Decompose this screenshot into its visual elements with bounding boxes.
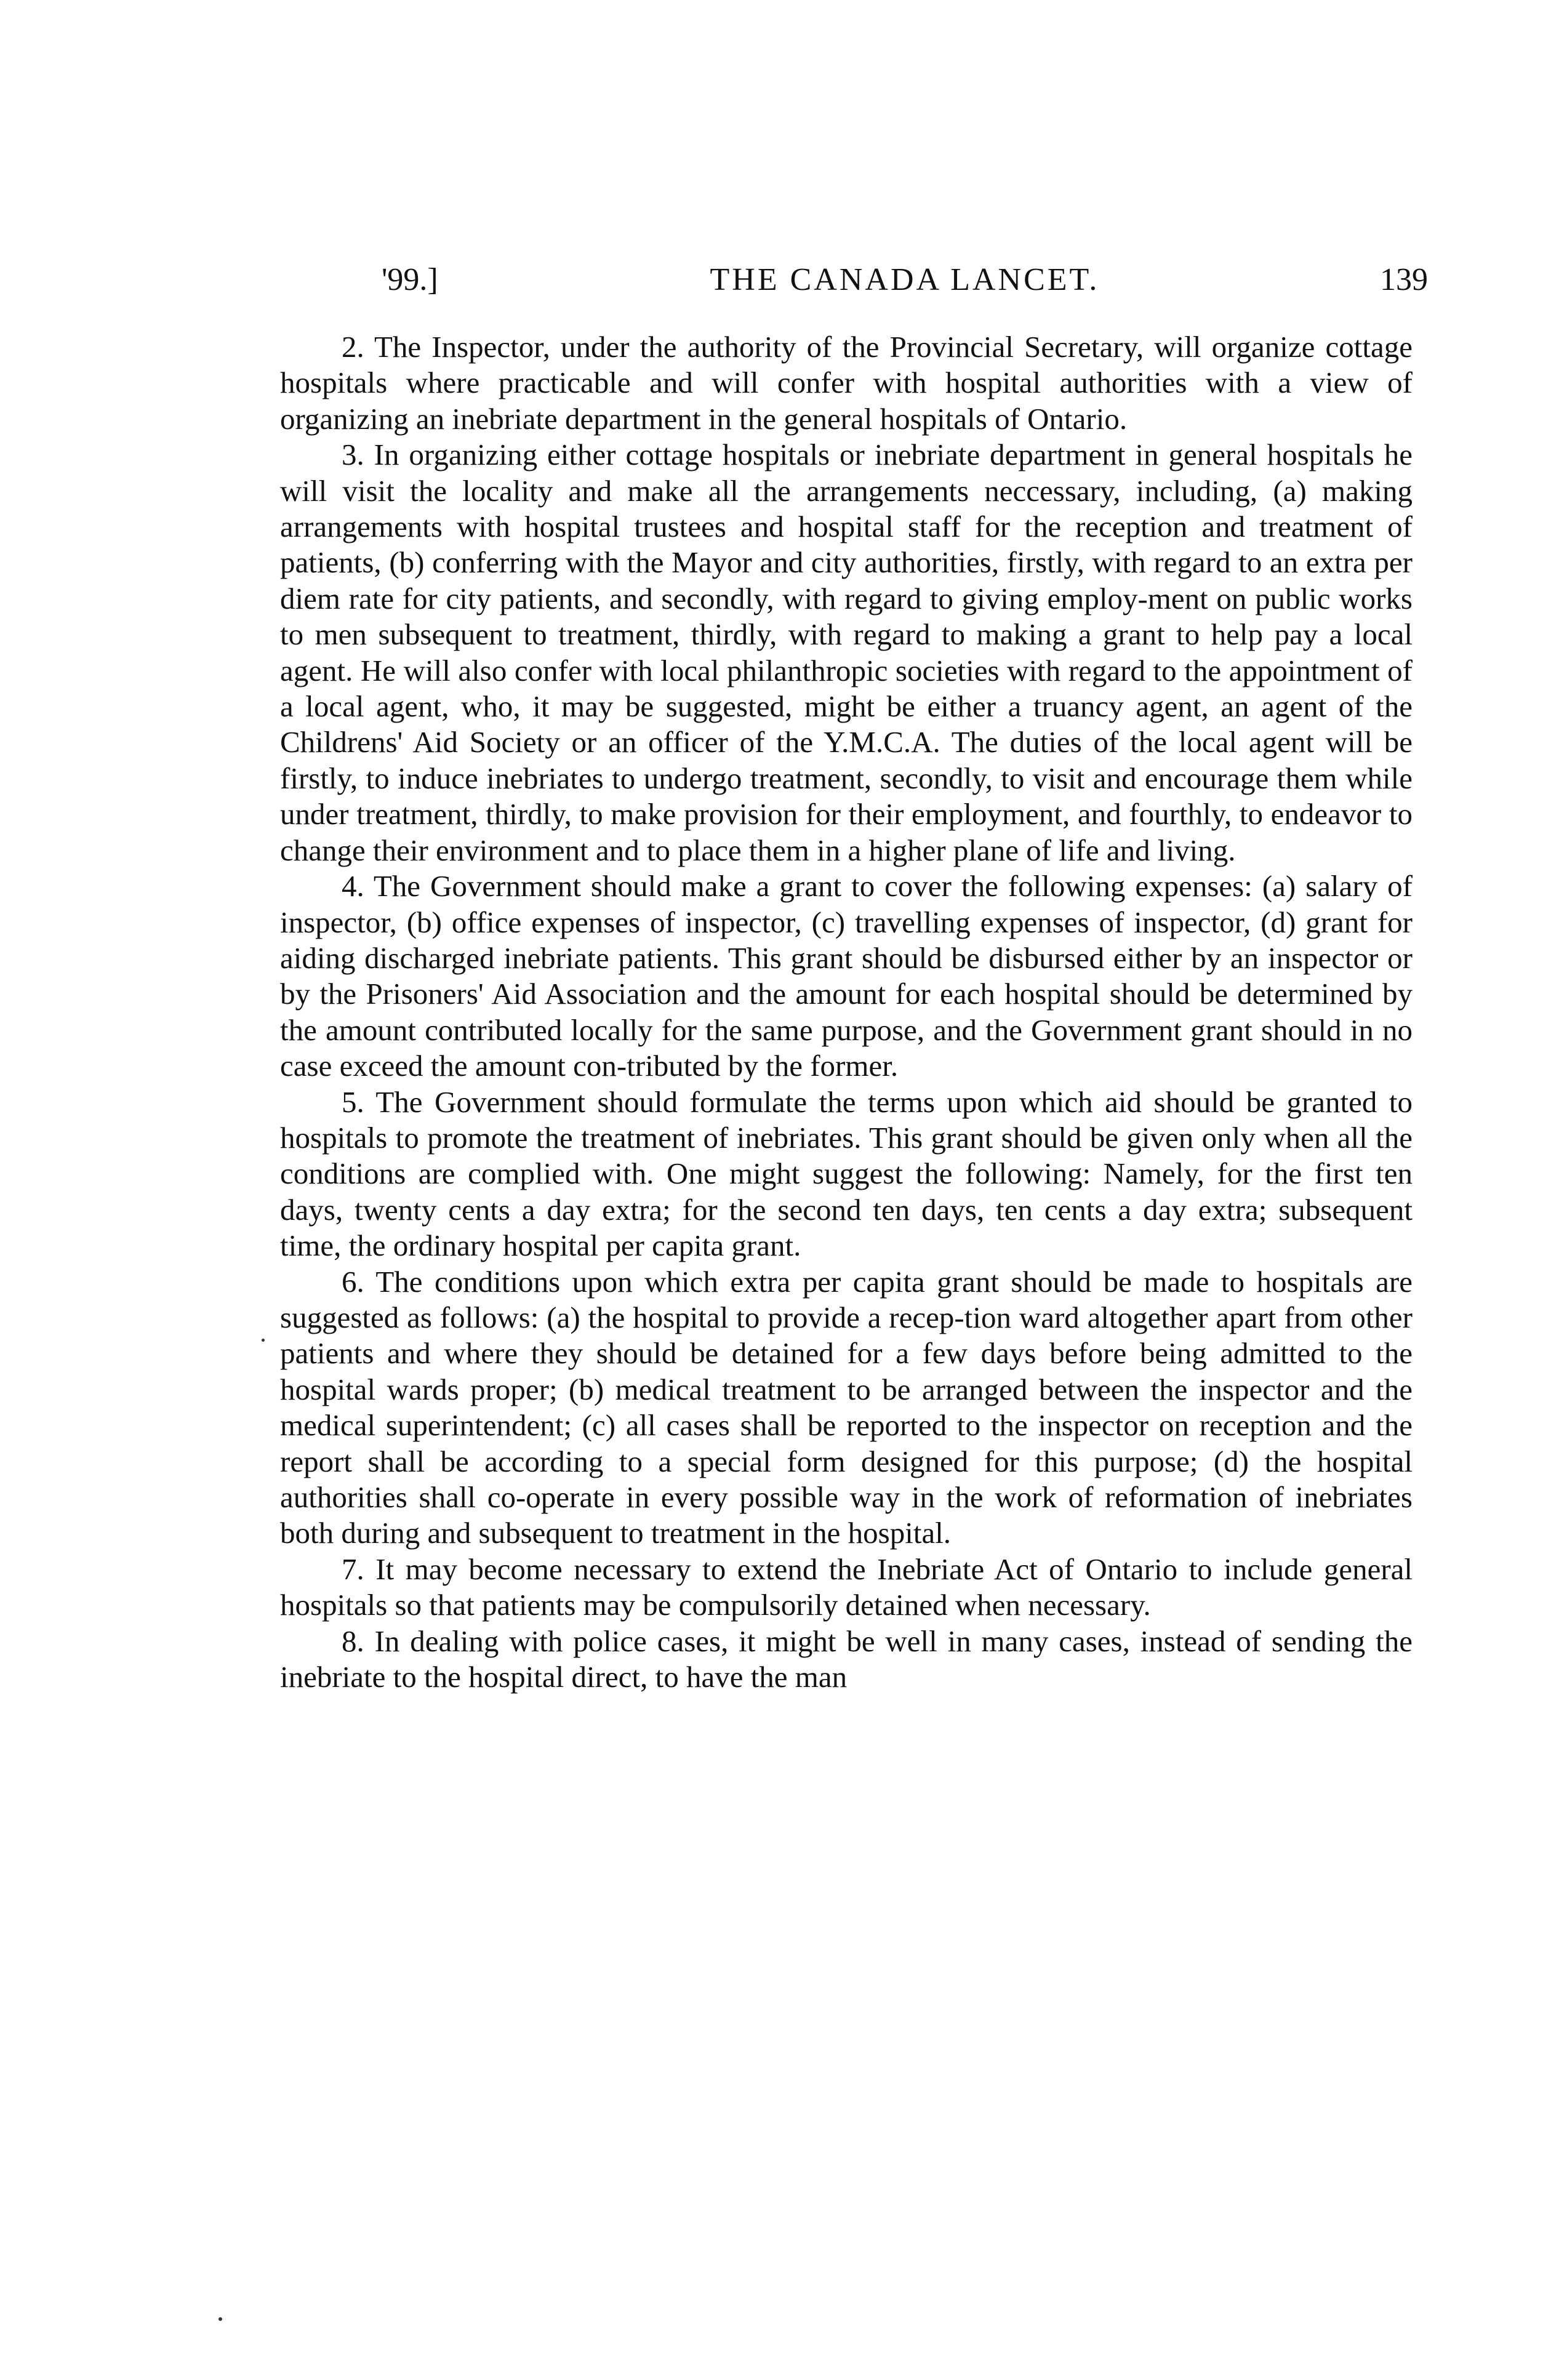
paragraph-5: 5. The Government should formulate the terms upon which aid should be granted to hospitals to promote the treatment of inebriates. This grant should be given only when all the conditions are complied with. One might suggest the following: Namely, for the first ten days, twenty cents a day extra; for the second ten days, ten cents a day extra; subsequent time, the ordinary hospital per capita grant. [280,1084,1413,1263]
paragraph-6: 6. The conditions upon which extra per capita grant should be made to hospitals are suggested as follows: (a) the hospital to provide a recep-tion ward altogether apart from other patients and where they should be detained for a few days before being admitted to the hospital wards proper; (b) medical treatment to be arranged between the inspector and the medical superintendent; (c) all cases shall be reported to the inspector on reception and the report shall be according to a special form designed for this purpose; (d) the hospital authorities shall co-operate in every possible way in the work of reformation of inebriates both during and subsequent to treatment in the hospital. [280,1264,1413,1550]
paragraph-4: 4. The Government should make a grant to cover the following expenses: (a) salary of inspector, (b) office expenses of inspector, (c) travelling expenses of inspector, (d) grant for aiding discharged inebriate patients. This grant should be disbursed either by an inspector or by the Prisoners' Aid Association and the amount for each hospital should be determined by the amount contributed locally for the same purpose, and the Government grant should in no case exceed the amount con-tributed by the former. [280,869,1413,1083]
volume-year: '99.] [382,262,438,297]
journal-title: THE CANADA LANCET. [710,262,1100,297]
paragraph-8: 8. In dealing with police cases, it might be well in many cases, instead of sending the inebriate to the hospital direct, to have the man [280,1624,1413,1694]
print-speck [262,1339,265,1342]
page-number: 139 [1380,262,1428,297]
paragraph-3: 3. In organizing either cottage hospitals or inebriate department in general hospitals he will visit the locality and make all the arrangements neccessary, including, (a) making arrangements with hospital trustees and hospital staff for the reception and treatment of patients, (b) conferring with the Mayor and city authorities, firstly, with regard to an extra per diem rate for city patients, and secondly, with regard to giving employ-ment on public works to men subsequent to treatment, thirdly, with regard to making a grant to help pay a local agent. He will also confer with local philanthropic societies with regard to the appointment of a local agent, who, it may be suggested, might be either a truancy agent, an agent of the Childrens' Aid Society or an officer of the Y.M.C.A. The duties of the local agent will be firstly, to induce inebriates to undergo treatment, secondly, to visit and encourage them while under treatment, thirdly, to make provision for their employment, and fourthly, to endeavor to change their environment and to place them in a higher plane of life and living. [280,438,1413,867]
article-body [280,329,1413,1695]
print-speck-bottom [218,2317,222,2321]
paragraph-2: 2. The Inspector, under the authority of the Provincial Secretary, will organize cottage hospitals where practicable and will confer with hospital authorities with a view of organizing an inebriate department in the general hospitals of Ontario. [280,330,1413,436]
running-header [382,258,1428,302]
paragraph-7: 7. It may become necessary to extend the Inebriate Act of Ontario to include general hospitals so that patients may be compulsorily detained when necessary. [280,1552,1413,1622]
